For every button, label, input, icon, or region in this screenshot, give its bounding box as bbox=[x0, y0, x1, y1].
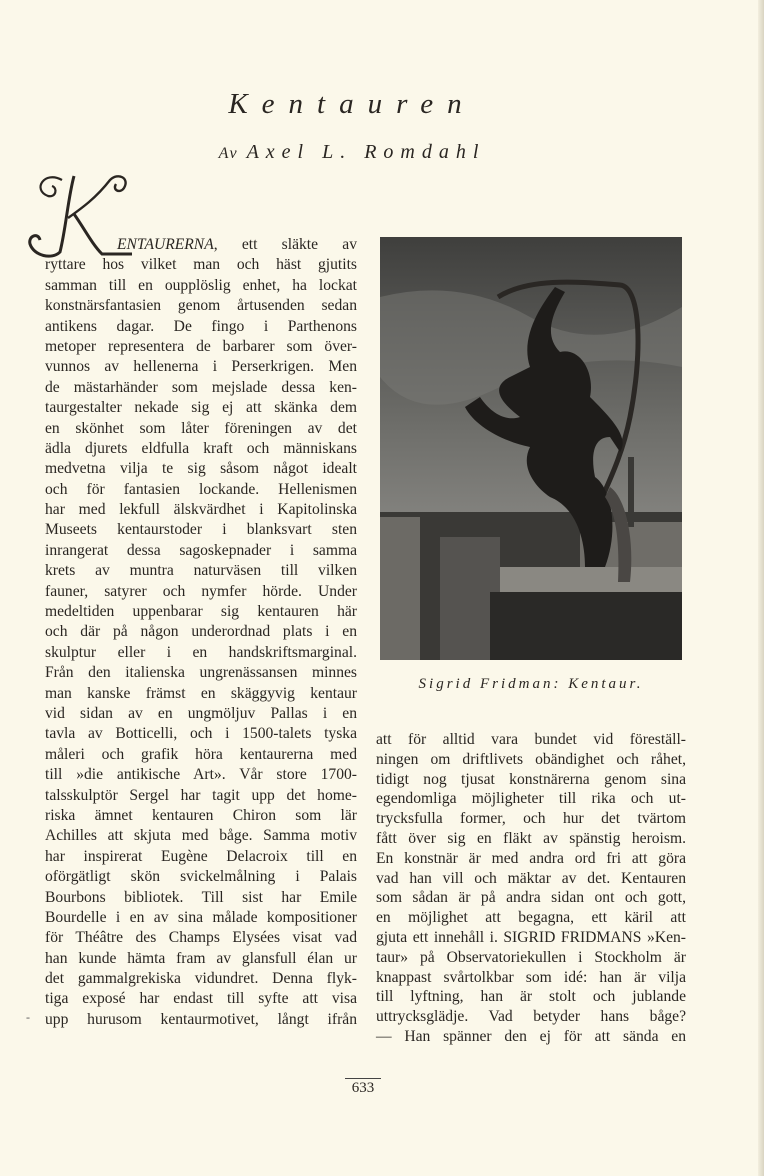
text-line: ädla djurets eldfulla kraft och människans bbox=[45, 439, 357, 457]
text-line: riska ämnet kentauren Chiron som lär bbox=[45, 806, 357, 824]
figure-caption: Sigrid Fridman: Kentaur. bbox=[418, 676, 644, 692]
text-line: en möjlighet att begagna, ett käril att bbox=[376, 909, 686, 927]
text-line: en skönhet som låter föreningen av det bbox=[45, 419, 357, 437]
text-line: vid sidan av en ungmöljuv Pallas i en bbox=[45, 704, 357, 722]
article-title: Kentauren bbox=[228, 88, 476, 120]
text-line: samman till en oupplöslig enhet, ha lockat bbox=[45, 276, 357, 294]
text-line: talsskulptör Sergel har tagit upp det home- bbox=[45, 786, 357, 804]
left-column bbox=[45, 235, 357, 1030]
text-line: fauner, satyrer och nymfer hörde. Under bbox=[45, 582, 357, 600]
margin-mark: - bbox=[26, 1010, 30, 1024]
text-line: han kunde hämta fram av glansfull élan ur bbox=[45, 949, 357, 967]
text-line: tavla av Botticelli, och i 1500-talets tyska bbox=[45, 725, 357, 743]
text-line: fått över sig en fläkt av spänstig heroism. bbox=[376, 829, 686, 847]
text-line: skulptur eller i en handskriftsmarginal. bbox=[45, 643, 357, 661]
right-column bbox=[376, 730, 686, 1047]
text-line: vad han vill och mäktar av det. Kentauren bbox=[376, 869, 686, 887]
text-line: ryttare hos vilket man och häst gjutits bbox=[45, 256, 357, 274]
text-line: och där på någon underordnad plats i en bbox=[45, 623, 357, 641]
text-line: medeltiden uppenbarar sig kentauren här bbox=[45, 603, 357, 621]
text-line: Achilles att skjuta med båge. Samma motiv bbox=[45, 827, 357, 845]
text-line: tiga exposé har endast till syfte att visa bbox=[45, 990, 357, 1008]
lead-word: ENTAURERNA bbox=[117, 236, 214, 253]
text-line: har med lekfull älskvärdhet i Kapitolinska bbox=[45, 501, 357, 519]
text-line: taur» på Observatoriekullen i Stockholm är bbox=[376, 948, 686, 966]
text-line: taurgestalter nekade sig ej att skänka dem bbox=[45, 399, 357, 417]
text-line: antikens dagar. De fingo i Parthenons bbox=[45, 317, 357, 335]
text-line: till »die antikische Art». Vår store 1700- bbox=[45, 766, 357, 784]
text-line: ningen om driftlivets obändighet och råhet, bbox=[376, 750, 686, 768]
text-line: egendomliga möjligheter till rika och ut- bbox=[376, 790, 686, 808]
centaur-sculpture-photo bbox=[380, 237, 682, 660]
text-line: medvetna vilja te sig såsom något idealt bbox=[45, 460, 357, 478]
text-line: gjuta ett innehåll i. SIGRID FRIDMANS »Ken- bbox=[376, 928, 686, 946]
text-line: ENTAURERNA, ett släkte av bbox=[117, 236, 357, 253]
text-line: tidigt nog tjusat konstnärerna genom sina bbox=[376, 770, 686, 788]
text-line: de mästarhänder som mejslade dessa ken- bbox=[45, 378, 357, 396]
text-line: har inspirerat Eugène Delacroix till en bbox=[45, 847, 357, 865]
byline-prefix: Av bbox=[218, 145, 239, 162]
byline bbox=[0, 141, 704, 164]
text-line: Museets kentaurstoder i blanksvart sten bbox=[45, 521, 357, 539]
text-line: Bourdelle i en av sina målade kompositioner bbox=[45, 908, 357, 926]
text-line: trycksfulla former, och hur det tvärtom bbox=[376, 810, 686, 828]
text-line: man kanske främst en skäggyvig kentaur bbox=[45, 684, 357, 702]
text-line: för Théâtre des Champs Elysées visat vad bbox=[45, 929, 357, 947]
page-edge bbox=[758, 0, 764, 1176]
text-line: att för alltid vara bundet vid föreställ- bbox=[376, 731, 686, 748]
text-line: oförgätligt skön svickelmålning i Palais bbox=[45, 868, 357, 886]
text-line: som sådan är på andra sidan ont och gott, bbox=[376, 889, 686, 907]
text-line: måleri och grafik höra kentaurerna med bbox=[45, 745, 357, 763]
svg-text:K: K bbox=[68, 230, 76, 241]
text-line: vunnos av hellenerna i Perserkrigen. Men bbox=[45, 358, 357, 376]
text-line: Bourbons bibliotek. Till sist har Emile bbox=[45, 888, 357, 906]
text-line: Från den italienska ungrenässansen minnes bbox=[45, 664, 357, 682]
text-line: och för fantasien lockande. Hellenismen bbox=[45, 480, 357, 498]
text-line: metoper representera de barbarer som över- bbox=[45, 337, 357, 355]
text-line: — Han spänner den ej för att sända en bbox=[376, 1027, 686, 1045]
text-line: uttrycksglädje. Vad betyder hans båge? bbox=[376, 1008, 686, 1026]
byline-author: Axel L. Romdahl bbox=[246, 141, 486, 163]
text-line: upp hurusom kentaurmotivet, långt ifrån bbox=[45, 1010, 357, 1028]
text-line: En konstnär är med andra ord fri att göra bbox=[376, 849, 686, 867]
text-line: knappast svårtolkbar som idé: han är vilja bbox=[376, 968, 686, 986]
text-line: till lyftning, han är stolt och jublande bbox=[376, 988, 686, 1006]
text-line: det gammalgrekiska vidundret. Denna flyk- bbox=[45, 970, 357, 988]
text-line: konstnärsfantasien genom årtusenden sedan bbox=[45, 297, 357, 315]
page-number: 633 bbox=[345, 1078, 381, 1097]
text-line: krets av muntra naturväsen till vilken bbox=[45, 562, 357, 580]
text-line: inrangerat dessa sagoskepnader i samma bbox=[45, 541, 357, 559]
